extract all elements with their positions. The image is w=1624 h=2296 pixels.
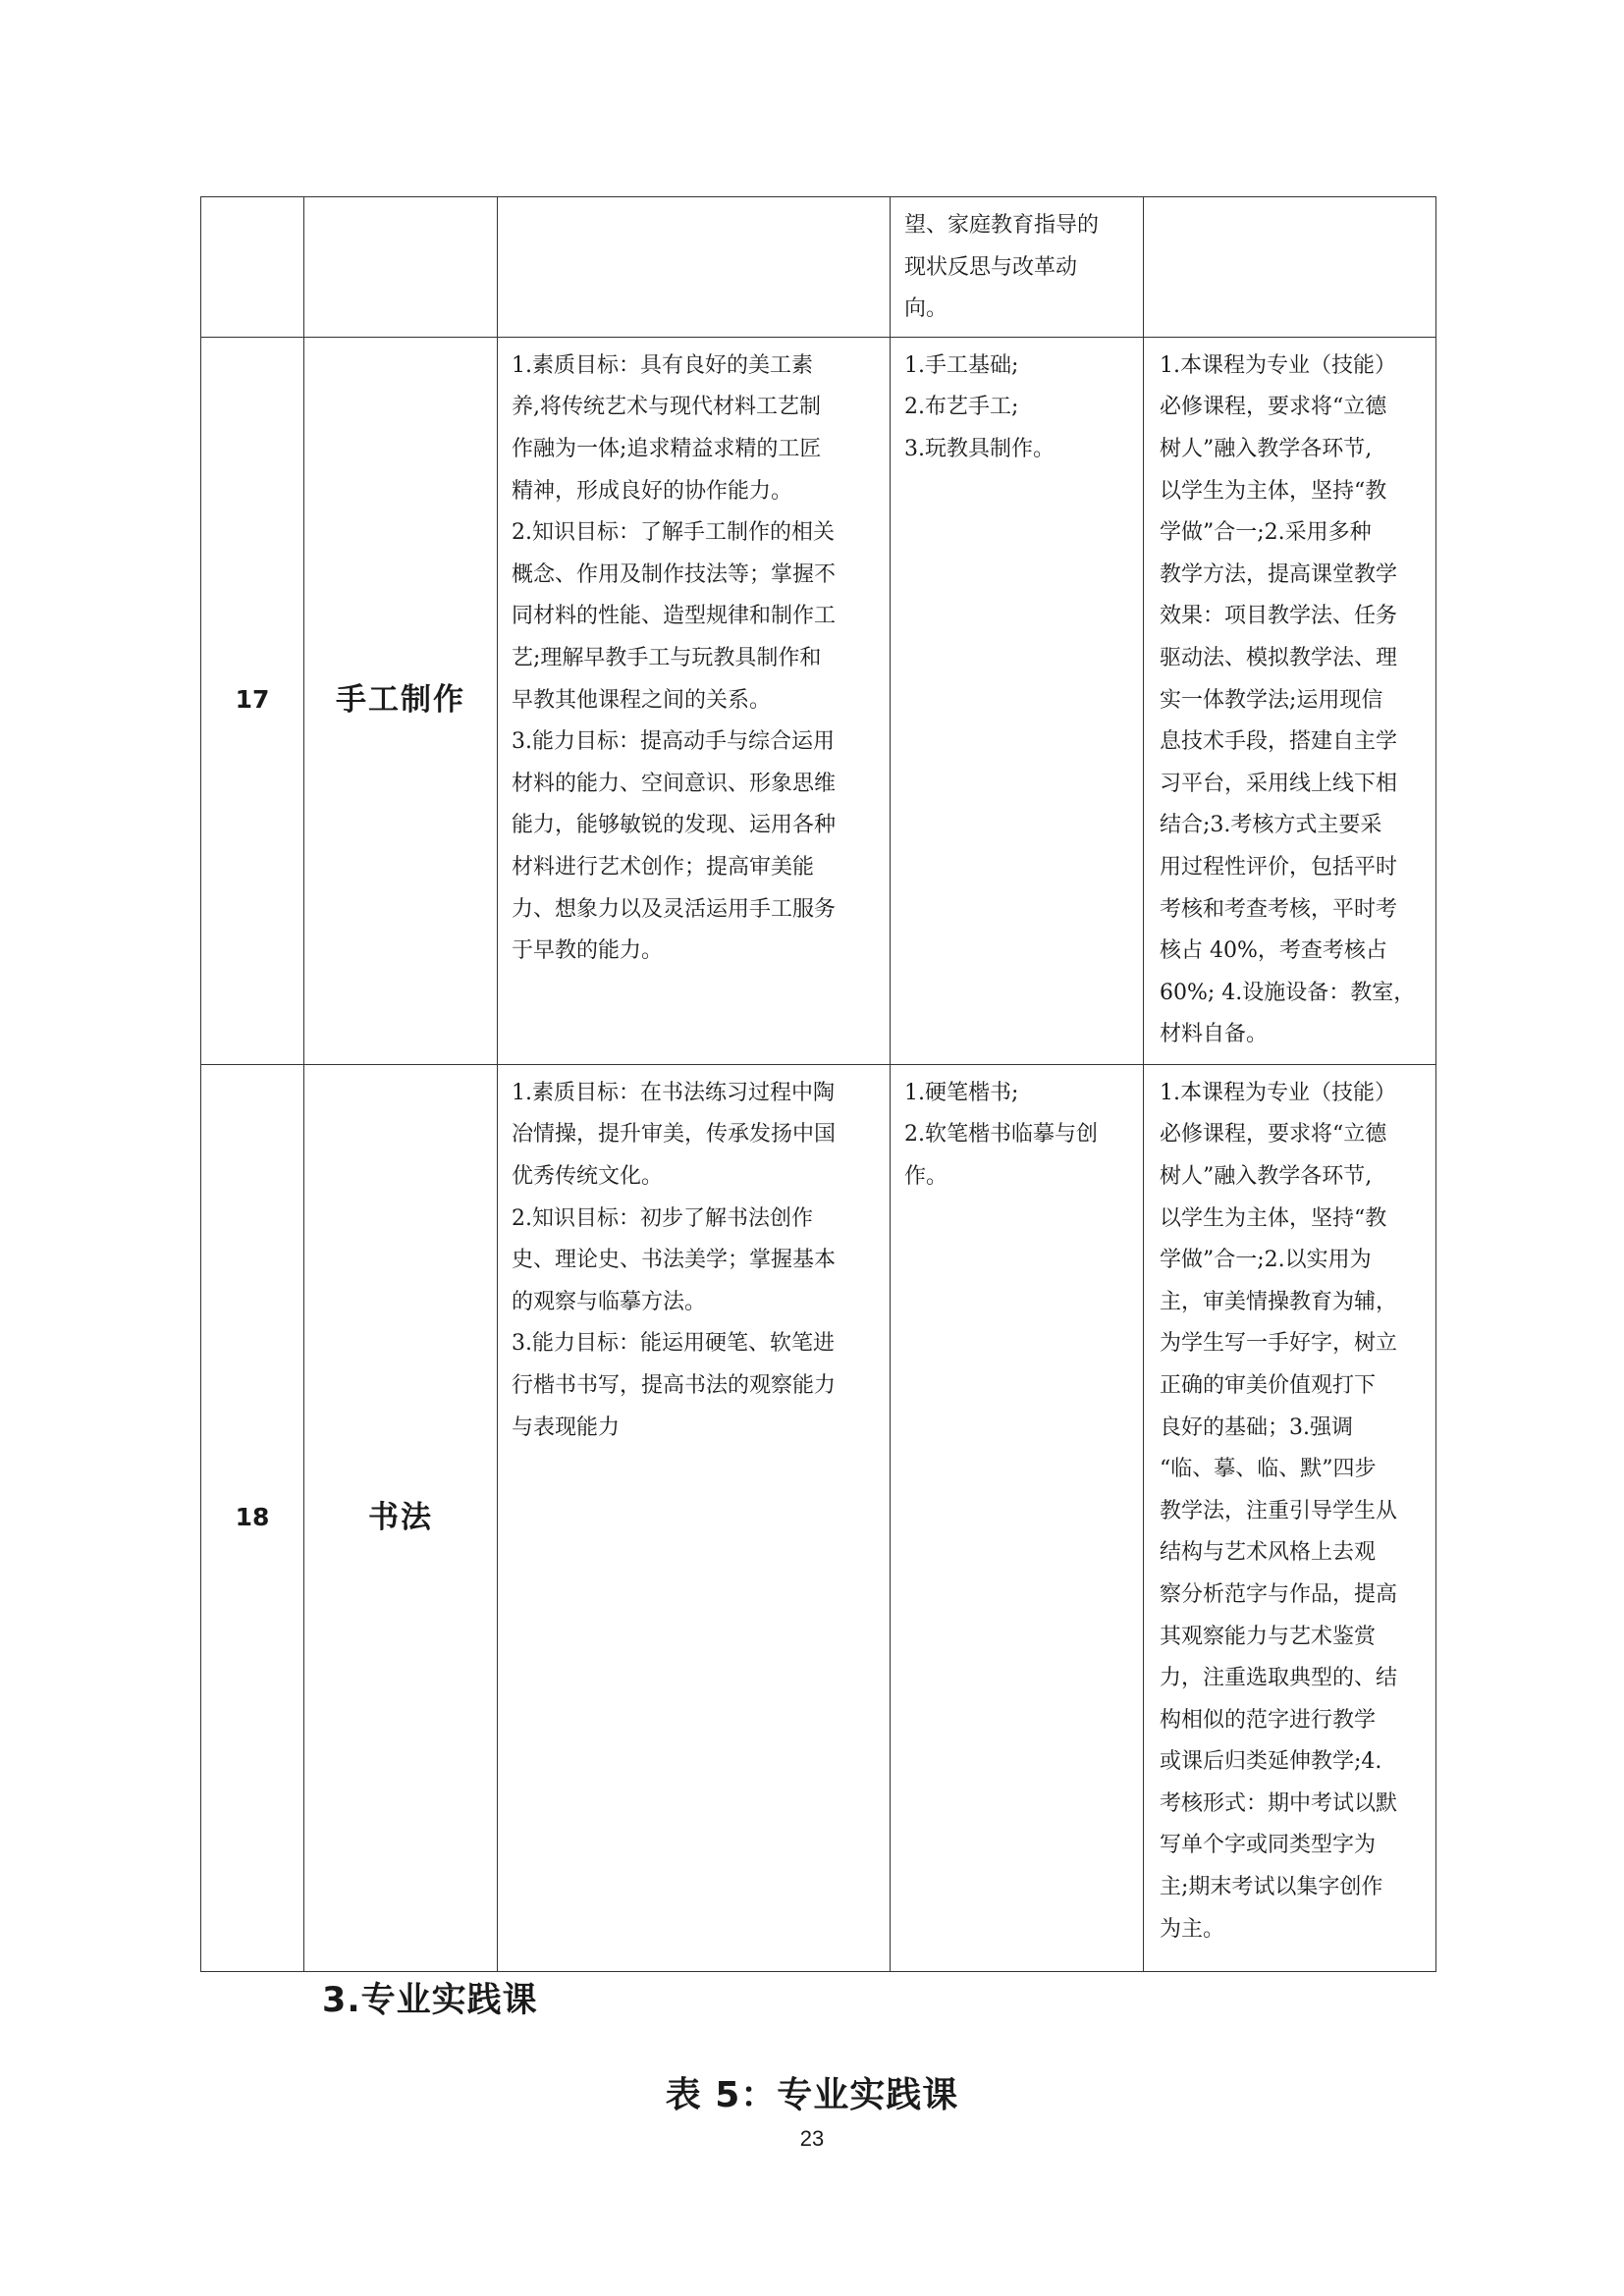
cell-text-line: 1.硬笔楷书; bbox=[904, 1080, 1019, 1105]
cell-text-line: 学做”合一;2.以实用为 bbox=[1160, 1248, 1372, 1273]
cell-text-line: 1.手工基础; bbox=[904, 352, 1019, 378]
cell-content bbox=[891, 197, 1144, 338]
table-row-continuation bbox=[201, 197, 1436, 338]
cell-text-line: 主;期末考试以集字创作 bbox=[1160, 1875, 1383, 1900]
cell-course-name: 手工制作 bbox=[304, 337, 498, 1064]
cell-text-line: 概念、作用及制作技法等；掌握不 bbox=[512, 561, 837, 587]
cell-text-line: 写单个字或同类型字为 bbox=[1160, 1833, 1377, 1858]
cell-text-line: 结构与艺术风格上去观 bbox=[1160, 1540, 1377, 1566]
cell-text-line: 作融为一体;追求精益求精的工匠 bbox=[512, 436, 822, 461]
cell-text-line: 学做”合一;2.采用多种 bbox=[1160, 520, 1372, 546]
cell-text-line: 息技术手段，搭建自主学 bbox=[1160, 729, 1398, 755]
cell-text-line: 用过程性评价，包括平时 bbox=[1160, 854, 1398, 880]
cell-text-line: 冶情操，提升审美，传承发扬中国 bbox=[512, 1122, 837, 1148]
cell-text-line: 以学生为主体，坚持“教 bbox=[1160, 1205, 1387, 1231]
cell-objectives bbox=[498, 337, 891, 1064]
cell-objectives bbox=[498, 197, 891, 338]
cell-text-line: 与表现能力 bbox=[512, 1415, 621, 1440]
course-table-body bbox=[201, 197, 1436, 1972]
cell-text-line: 1.素质目标：在书法练习过程中陶 bbox=[512, 1080, 835, 1105]
cell-text-line: 教学法，注重引导学生从 bbox=[1160, 1498, 1398, 1523]
table-row bbox=[201, 337, 1436, 1064]
cell-text-line: 为学生写一手好字，树立 bbox=[1160, 1331, 1398, 1357]
cell-text-line: 2.软笔楷书临摹与创 bbox=[904, 1122, 1098, 1148]
cell-text-line: 树人”融入教学各环节, bbox=[1160, 1163, 1373, 1189]
cell-text-line: 教学方法，提高课堂教学 bbox=[1160, 561, 1398, 587]
cell-text-line: 构相似的范字进行教学 bbox=[1160, 1707, 1377, 1733]
cell-number bbox=[201, 197, 304, 338]
cell-text-line: 驱动法、模拟教学法、理 bbox=[1160, 645, 1398, 670]
cell-text-line: 2.布艺手工; bbox=[904, 395, 1019, 420]
cell-text-line: 艺;理解早教手工与玩教具制作和 bbox=[512, 645, 822, 670]
cell-text-line: 必修课程，要求将“立德 bbox=[1160, 395, 1387, 420]
cell-text-line: 以学生为主体，坚持“教 bbox=[1160, 478, 1387, 504]
cell-text-line: 其观察能力与艺术鉴赏 bbox=[1160, 1624, 1377, 1649]
cell-text-line: 正确的审美价值观打下 bbox=[1160, 1372, 1377, 1398]
cell-text-line: 核占 40%，考查考核占 bbox=[1160, 938, 1387, 964]
cell-text-line: 察分析范字与作品，提高 bbox=[1160, 1581, 1398, 1607]
cell-text-line: 2.知识目标：初步了解书法创作 bbox=[512, 1205, 813, 1231]
cell-text-line: 1.本课程为专业（技能） bbox=[1160, 352, 1396, 378]
cell-text-line: 力，注重选取典型的、结 bbox=[1160, 1666, 1398, 1691]
cell-text-line: 材料自备。 bbox=[1160, 1022, 1269, 1047]
cell-text-line: 主，审美情操教育为辅， bbox=[1160, 1289, 1398, 1314]
cell-text-line: 考核形式：期中考试以默 bbox=[1160, 1790, 1398, 1816]
cell-text-line: 良好的基础；3.强调 bbox=[1160, 1415, 1353, 1440]
cell-objectives bbox=[498, 1064, 891, 1971]
cell-course-name bbox=[304, 197, 498, 338]
cell-text-line: 史、理论史、书法美学；掌握基本 bbox=[512, 1248, 837, 1273]
cell-text-line: 材料进行艺术创作；提高审美能 bbox=[512, 854, 815, 880]
cell-text-line: 或课后归类延伸教学;4. bbox=[1160, 1749, 1382, 1775]
cell-course-name: 书法 bbox=[304, 1064, 498, 1971]
cell-content bbox=[891, 337, 1144, 1064]
cell-text-line: 习平台，采用线上线下相 bbox=[1160, 771, 1398, 796]
cell-text-line: 早教其他课程之间的关系。 bbox=[512, 687, 772, 713]
cell-text-line: 必修课程，要求将“立德 bbox=[1160, 1122, 1387, 1148]
section-heading: 3.专业实践课 bbox=[322, 1981, 538, 2020]
table-caption: 表 5：专业实践课 bbox=[665, 2075, 959, 2115]
cell-text-line: 于早教的能力。 bbox=[512, 938, 664, 964]
cell-notes bbox=[1144, 197, 1436, 338]
cell-text-line: 实一体教学法;运用现信 bbox=[1160, 687, 1383, 713]
course-table bbox=[200, 196, 1436, 1972]
cell-text-line: 行楷书书写，提高书法的观察能力 bbox=[512, 1372, 837, 1398]
cell-text-line: 60%; 4.设施设备：教室， bbox=[1160, 980, 1416, 1005]
cell-text-line: 为主。 bbox=[1160, 1916, 1225, 1942]
cell-text-line: 能力，能够敏锐的发现、运用各种 bbox=[512, 813, 837, 838]
cell-text-line: 1.素质目标：具有良好的美工素 bbox=[512, 352, 813, 378]
cell-text-line: 1.本课程为专业（技能） bbox=[1160, 1080, 1396, 1105]
cell-text-line: 考核和考查考核，平时考 bbox=[1160, 896, 1398, 922]
cell-text-line: 同材料的性能、造型规律和制作工 bbox=[512, 604, 837, 629]
cell-content bbox=[891, 1064, 1144, 1971]
cell-text-line: 3.玩教具制作。 bbox=[904, 436, 1055, 461]
cell-notes bbox=[1144, 1064, 1436, 1971]
cell-number: 18 bbox=[201, 1064, 304, 1971]
cell-text-line: 2.知识目标：了解手工制作的相关 bbox=[512, 520, 835, 546]
cell-text-line: 望、家庭教育指导的 bbox=[904, 213, 1100, 238]
cell-text-line: 力、想象力以及灵活运用手工服务 bbox=[512, 896, 837, 922]
cell-text-line: 优秀传统文化。 bbox=[512, 1163, 664, 1189]
cell-text-line: 精神，形成良好的协作能力。 bbox=[512, 478, 793, 504]
cell-text-line: “临、摹、临、默”四步 bbox=[1160, 1457, 1377, 1482]
cell-text-line: 效果：项目教学法、任务 bbox=[1160, 604, 1398, 629]
cell-number: 17 bbox=[201, 337, 304, 1064]
table-row bbox=[201, 1064, 1436, 1971]
cell-text-line: 向。 bbox=[904, 296, 948, 322]
cell-text-line: 3.能力目标：提高动手与综合运用 bbox=[512, 729, 835, 755]
cell-text-line: 现状反思与改革动 bbox=[904, 254, 1078, 280]
cell-text-line: 3.能力目标：能运用硬笔、软笔进 bbox=[512, 1331, 835, 1357]
cell-text-line: 材料的能力、空间意识、形象思维 bbox=[512, 771, 837, 796]
cell-text-line: 结合;3.考核方式主要采 bbox=[1160, 813, 1382, 838]
cell-text-line: 的观察与临摹方法。 bbox=[512, 1289, 707, 1314]
cell-notes bbox=[1144, 337, 1436, 1064]
page-number: 23 bbox=[799, 2126, 825, 2151]
cell-text-line: 养,将传统艺术与现代材料工艺制 bbox=[512, 395, 821, 420]
cell-text-line: 树人”融入教学各环节, bbox=[1160, 436, 1373, 461]
cell-text-line: 作。 bbox=[904, 1163, 948, 1189]
